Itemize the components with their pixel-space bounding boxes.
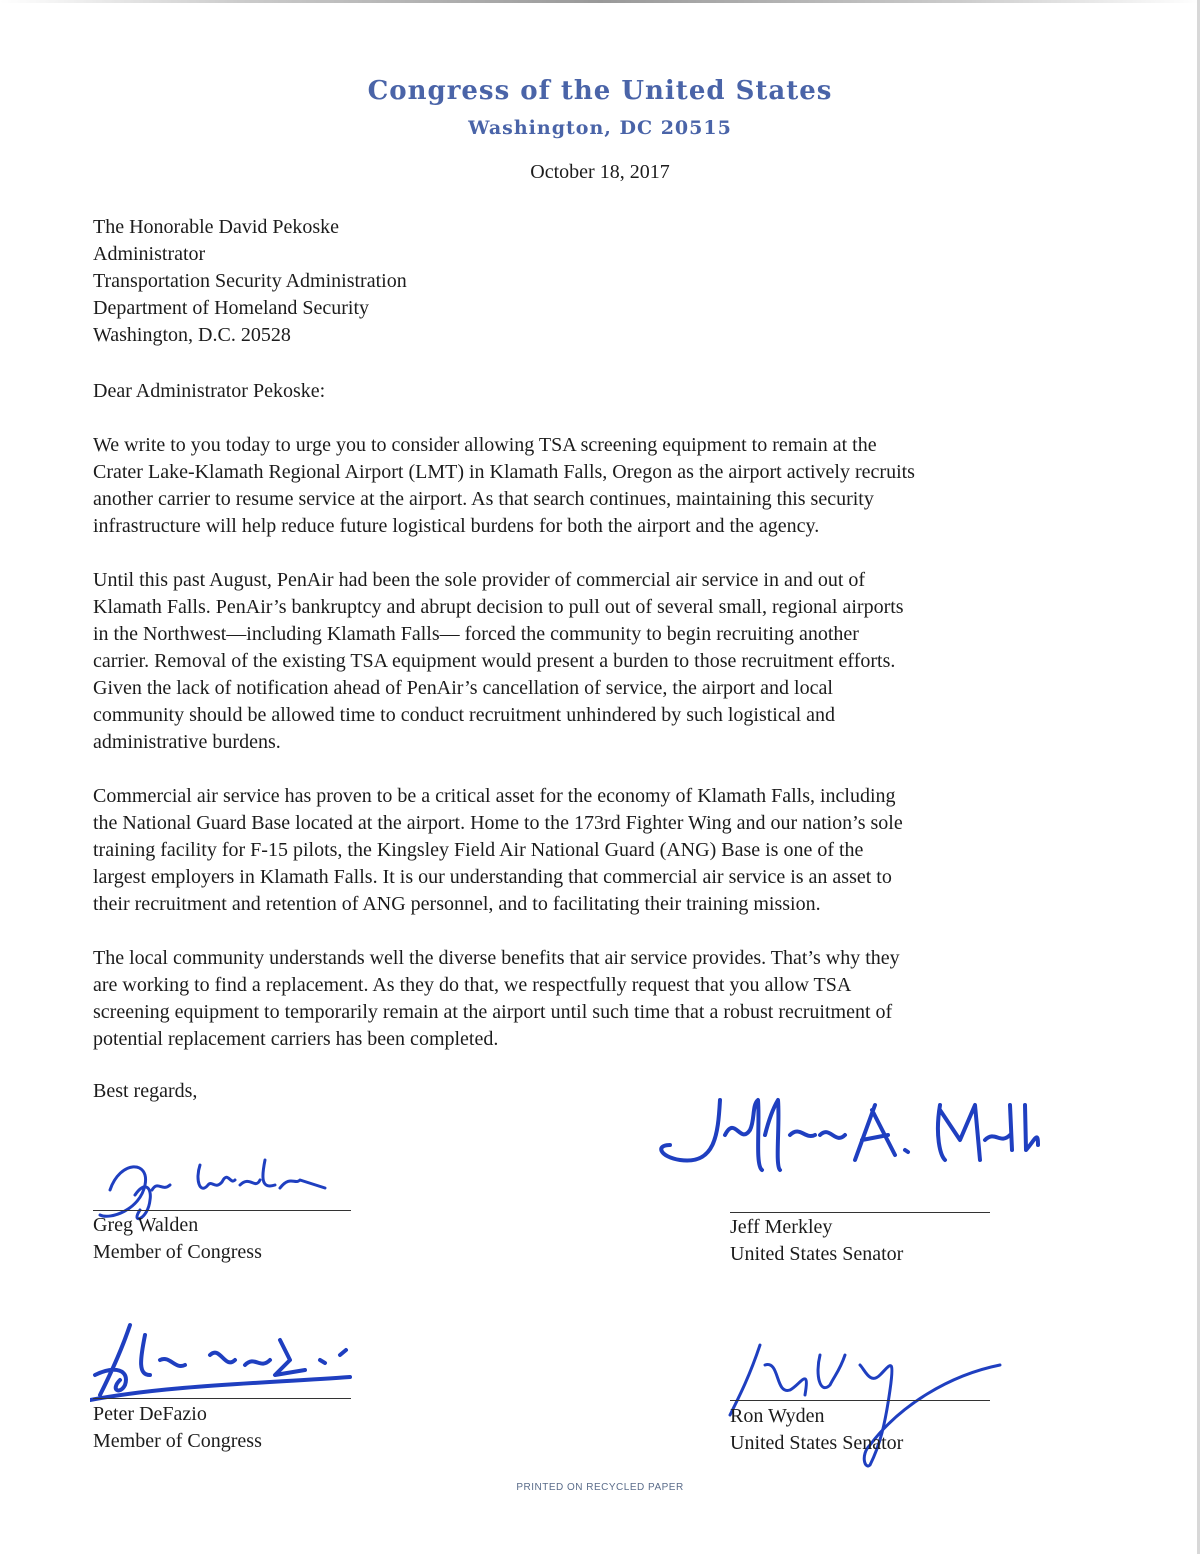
closing: Best regards, xyxy=(93,1080,198,1102)
recipient-line: Washington, D.C. 20528 xyxy=(93,324,291,346)
text-line: Given the lack of notification ahead of PenAir’s cancellation of service, the airport and local xyxy=(93,677,833,699)
letterhead-title: Congress of the United States xyxy=(367,76,833,106)
signatory-title: United States Senator xyxy=(730,1432,904,1454)
text-line: Klamath Falls. PenAir’s bankruptcy and abrupt decision to pull out of several small, regional airports xyxy=(93,596,904,618)
text-line: Crater Lake-Klamath Regional Airport (LMT) in Klamath Falls, Oregon as the airport actively recruits xyxy=(93,461,915,483)
text-line: largest employers in Klamath Falls. It is our understanding that commercial air service is an asset to xyxy=(93,866,892,888)
text-line: screening equipment to temporarily remain at the airport until such time that a robust recruitment of xyxy=(93,1001,893,1023)
text-line: carrier. Removal of the existing TSA equipment would present a burden to those recruitment efforts. xyxy=(93,650,896,672)
recipient-line: Administrator xyxy=(93,243,206,265)
signatory-title: United States Senator xyxy=(730,1243,904,1265)
signatory-name: Greg Walden xyxy=(93,1214,199,1236)
text-line: their recruitment and retention of ANG personnel, and to facilitating their training mission. xyxy=(93,893,821,915)
signature-line xyxy=(93,1210,351,1211)
paragraph-1 xyxy=(93,432,915,540)
text-line: another carrier to resume service at the airport. As that search continues, maintaining this security xyxy=(93,488,874,510)
recipient-line: The Honorable David Pekoske xyxy=(93,216,340,238)
paragraph-2 xyxy=(93,567,904,756)
signature-line xyxy=(93,1398,351,1399)
signatory-name: Peter DeFazio xyxy=(93,1403,207,1425)
recipient-line: Department of Homeland Security xyxy=(93,297,370,319)
letterhead-address: Washington, DC 20515 xyxy=(468,117,732,139)
signature-line xyxy=(730,1212,990,1213)
text-line: community should be allowed time to conduct recruitment unhindered by such logistical and xyxy=(93,704,836,726)
signatory-title: Member of Congress xyxy=(93,1241,262,1263)
recipient-address xyxy=(93,214,407,349)
text-line: training facility for F-15 pilots, the Kingsley Field Air National Guard (ANG) Base is one of the xyxy=(93,839,864,861)
recycled-paper-footer: PRINTED ON RECYCLED PAPER xyxy=(516,1482,684,1493)
signatory-name: Jeff Merkley xyxy=(730,1216,833,1238)
text-line: in the Northwest—including Klamath Falls— forced the community to begin recruiting another xyxy=(93,623,859,645)
paragraph-3 xyxy=(93,783,903,918)
recipient-line: Transportation Security Administration xyxy=(93,270,407,292)
signature-line xyxy=(730,1400,990,1401)
signatory-name: Ron Wyden xyxy=(730,1405,825,1427)
signature-defazio xyxy=(90,1315,360,1405)
signatory-title: Member of Congress xyxy=(93,1430,262,1452)
letter-date: October 18, 2017 xyxy=(530,161,670,183)
signature-merkley xyxy=(640,1085,1040,1195)
text-line: administrative burdens. xyxy=(93,731,281,753)
text-line: Until this past August, PenAir had been the sole provider of commercial air service in and out of xyxy=(93,569,866,591)
salutation: Dear Administrator Pekoske: xyxy=(93,380,326,402)
scan-edge-top xyxy=(0,0,1200,3)
text-line: are working to find a replacement. As they do that, we respectfully request that you allow TSA xyxy=(93,974,852,996)
text-line: The local community understands well the diverse benefits that air service provides. That’s why they xyxy=(93,947,900,969)
text-line: We write to you today to urge you to consider allowing TSA screening equipment to remain at the xyxy=(93,434,877,456)
text-line: Commercial air service has proven to be a critical asset for the economy of Klamath Falls, including xyxy=(93,785,896,807)
paragraph-4 xyxy=(93,945,900,1053)
text-line: infrastructure will help reduce future logistical burdens for both the airport and the agency. xyxy=(93,515,820,537)
text-line: the National Guard Base located at the airport. Home to the 173rd Fighter Wing and our nation’s sole xyxy=(93,812,903,834)
text-line: potential replacement carriers has been completed. xyxy=(93,1028,499,1050)
